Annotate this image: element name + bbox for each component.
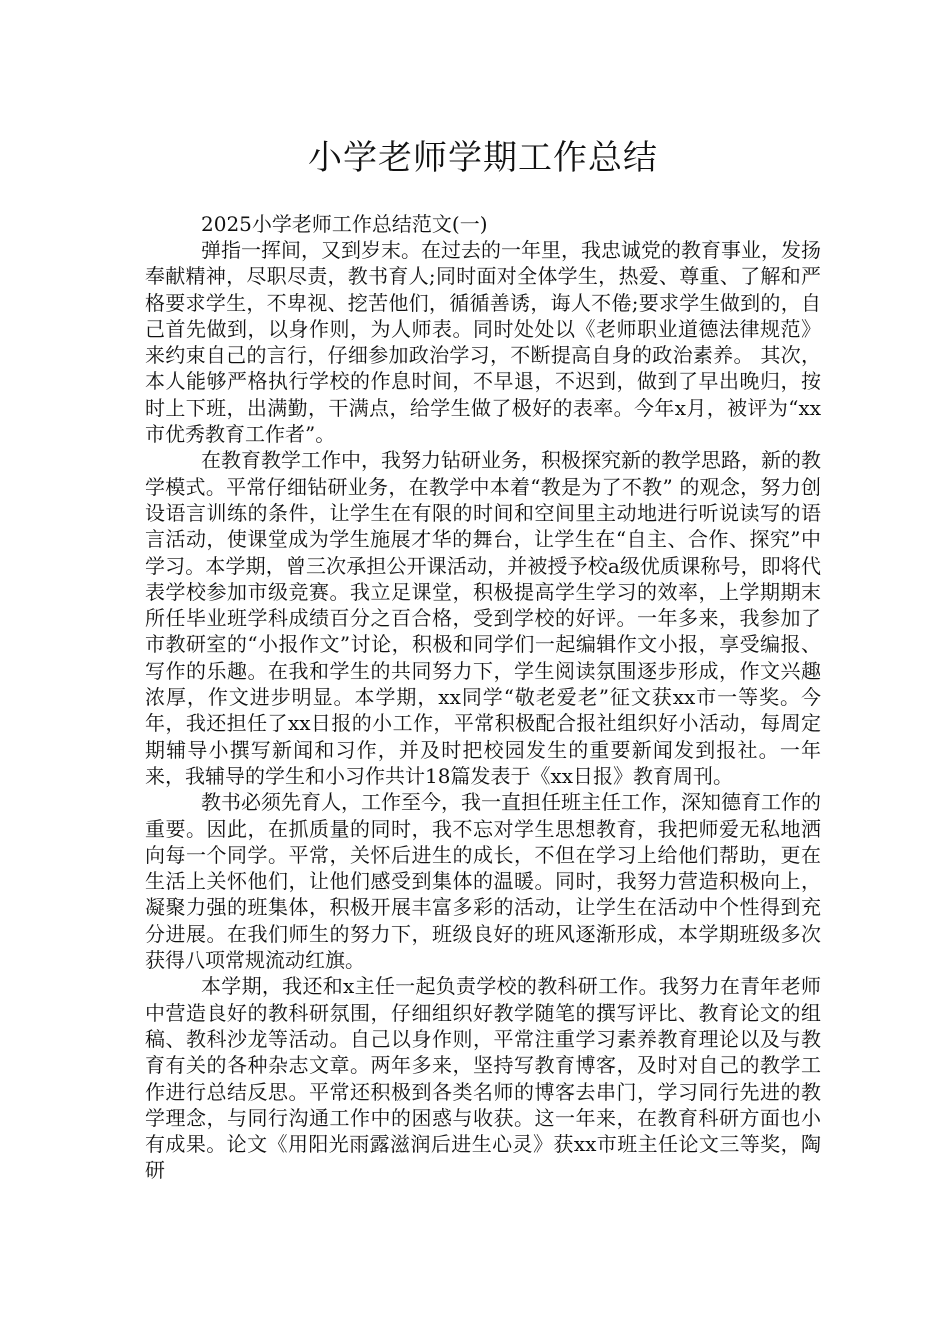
document-title: 小学老师学期工作总结	[308, 138, 658, 178]
paragraph-1: 弹指一挥间，又到岁末。在过去的一年里，我忠诚党的教育事业，发扬奉献精神，尽职尽责，教书育人;同时面对全体学生，热爱、尊重、了解和严格要求学生，不卑视、挖苦他们，循循善诱，诲人不倦;要求学生做到的，自己首先做到，以身作则，为人师表。同时处处以《老师职业道德法律规范》来约束自己的言行，仔细参加政治学习，不断提高自身的政治素养。 其次，本人能够严格执行学校的作息时间，不早退，不迟到，做到了早出晚归，按时上下班，出满勤，干满点，给学生做了极好的表率。今年x月，被评为“xx市优秀教育工作者”。	[145, 238, 821, 447]
paragraph-3: 教书必须先育人，工作至今，我一直担任班主任工作，深知德育工作的重要。因此，在抓质量的同时，我不忘对学生思想教育，我把师爱无私地洒向每一个同学。平常，关怀后进生的成长，不但在学习上给他们帮助，更在生活上关怀他们，让他们感受到集体的温暖。同时，我努力营造积极向上，凝聚力强的班集体，积极开展丰富多彩的活动，让学生在活动中个性得到充分进展。在我们师生的努力下，班级良好的班风逐渐形成，本学期班级多次获得八项常规流动红旗。	[145, 790, 821, 973]
document-page	[145, 118, 821, 1184]
paragraph-2: 在教育教学工作中，我努力钻研业务，积极探究新的教学思路，新的教学模式。平常仔细钻研业务，在教学中本着“教是为了不教” 的观念，努力创设语言训练的条件，让学生在有限的时间和空间里主动地进行听说读写的语言活动，使课堂成为学生施展才华的舞台，让学生在“自主、合作、探究”中学习。本学期，曾三次承担公开课活动，并被授予校a级优质课称号，即将代表学校参加市级竞赛。我立足课堂，积极提高学生学习的效率，上学期期末所任毕业班学科成绩百分之百合格，受到学校的好评。一年多来，我参加了市教研室的“小报作文”讨论，积极和同学们一起编辑作文小报，享受编报、写作的乐趣。在我和学生的共同努力下，学生阅读氛围逐步形成，作文兴趣浓厚，作文进步明显。本学期，xx同学“敬老爱老”征文获xx市一等奖。今年，我还担任了xx日报的小工作，平常积极配合报社组织好小活动，每周定期辅导小撰写新闻和习作，并及时把校园发生的重要新闻发到报社。一年来，我辅导的学生和小习作共计18篇发表于《xx日报》教育周刊。	[145, 448, 821, 788]
paragraph-4: 本学期，我还和x主任一起负责学校的教科研工作。我努力在青年老师中营造良好的教科研氛围，仔细组织好教学随笔的撰写评比、教育论文的组稿、教科沙龙等活动。自己以身作则，平常注重学习素养教育理论以及与教育有关的各种杂志文章。两年多来，坚持写教育博客，及时对自己的教学工作进行总结反思。平常还积极到各类名师的博客去串门，学习同行先进的教学理念，与同行沟通工作中的困惑与收获。这一年来，在教育科研方面也小有成果。论文《用阳光雨露滋润后进生心灵》获xx市班主任论文三等奖，陶研	[145, 974, 821, 1183]
document-subtitle: 2025小学老师工作总结范文(一)	[201, 212, 488, 236]
